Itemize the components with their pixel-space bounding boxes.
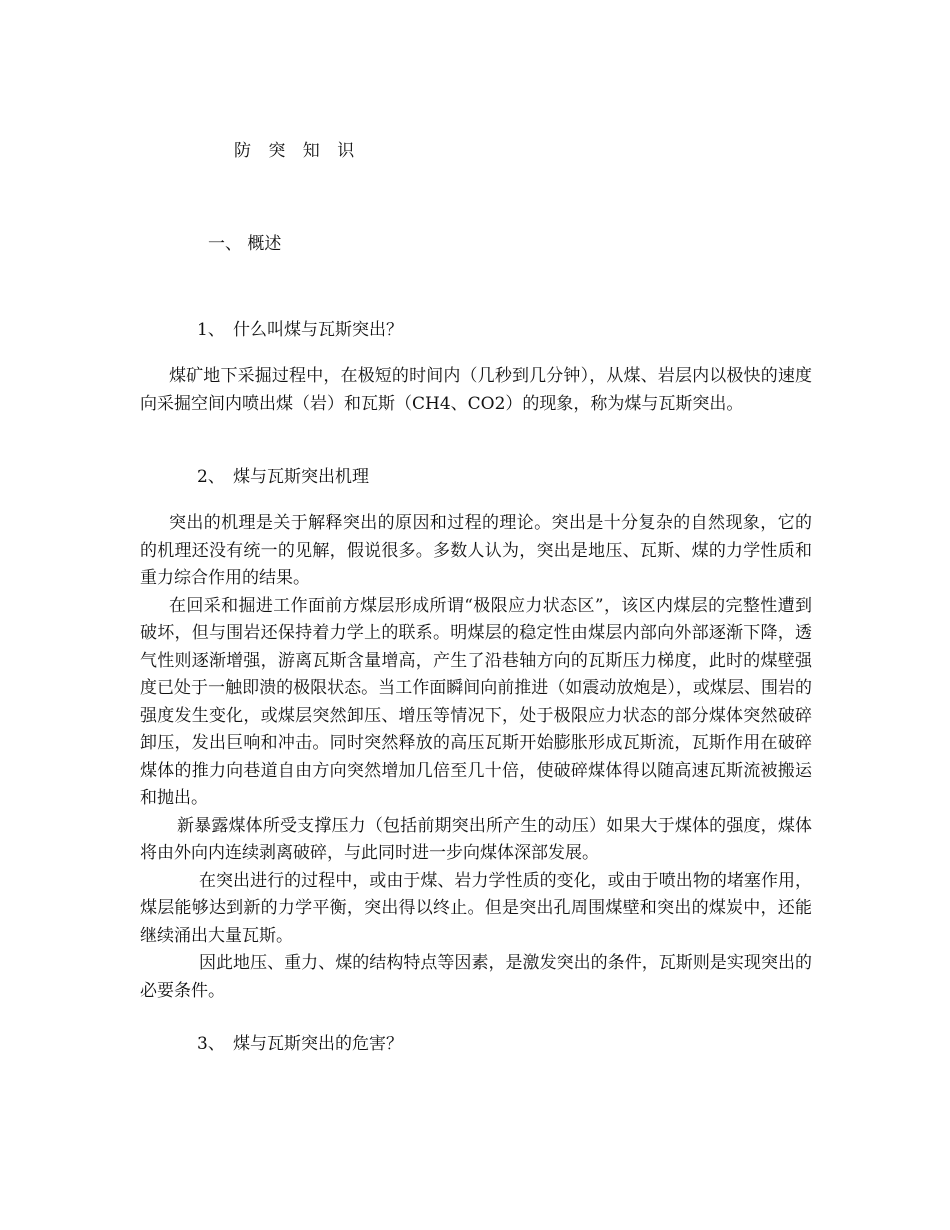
section-heading-overview: 一、 概述 xyxy=(208,234,282,254)
question-number: 1、 xyxy=(197,320,225,340)
paragraph-conclusion: 因此地压、重力、煤的结构特点等因素，是激发突出的条件，瓦斯则是实现突出的必要条件。 xyxy=(140,953,812,1001)
question-number: 3、 xyxy=(197,1034,225,1054)
question-text: 什么叫煤与瓦斯突出？ xyxy=(233,320,403,340)
question-text: 煤与瓦斯突出的危害？ xyxy=(233,1034,403,1054)
document-title: 防 突 知 识 xyxy=(234,141,361,161)
paragraph-termination: 在突出进行的过程中，或由于煤、岩力学性质的变化，或由于喷出物的堵塞作用，煤层能够达到新的力学平衡，突出得以终止。但是突出孔周围煤壁和突出的煤炭中，还能继续涌出大量瓦斯。 xyxy=(140,870,812,946)
paragraph-block-mechanism xyxy=(140,510,812,1005)
paragraph-exposed-coal: 新暴露煤体所受支撑压力（包括前期突出所产生的动压）如果大于煤体的强度，煤体将由外向内连续剥离破碎，与此同时进一步向煤体深部发展。 xyxy=(140,815,812,863)
question-heading-2 xyxy=(197,465,369,489)
paragraph-text: 煤矿地下采掘过程中，在极短的时间内（几秒到几分钟），从煤、岩层内以极快的速度向采掘空间内喷出煤（岩）和瓦斯（CH4、CO2）的现象，称为煤与瓦斯突出。 xyxy=(140,366,812,414)
question-text: 煤与瓦斯突出机理 xyxy=(233,467,369,487)
paragraph-definition xyxy=(140,363,812,418)
paragraph-mechanism-intro: 突出的机理是关于解释突出的原因和过程的理论。突出是十分复杂的自然现象，它的的机理还没有统一的见解，假说很多。多数人认为，突出是地压、瓦斯、煤的力学性质和重力综合作用的结果。 xyxy=(140,513,812,588)
question-heading-3 xyxy=(197,1032,403,1056)
paragraph-stress-zone: 在回采和掘进工作面前方煤层形成所谓“极限应力状态区”，该区内煤层的完整性遭到破坏，但与围岩还保持着力学上的联系。明煤层的稳定性由煤层内部向外部逐渐下降，透气性则逐渐增强，游离瓦斯含量增高，产生了沿巷轴方向的瓦斯压力梯度，此时的煤壁强度已处于一触即溃的极限状态。当工作面瞬间向前推进（如震动放炮是），或煤层、围岩的强度发生变化，或煤层突然卸压、增压等情况下，处于极限应力状态的部分煤体突然破碎卸压，发出巨响和冲击。同时突然释放的高压瓦斯开始膨胀形成瓦斯流，瓦斯作用在破碎煤体的推力向巷道自由方向突然增加几倍至几十倍，使破碎煤体得以随高速瓦斯流被搬运和抛出。 xyxy=(140,595,812,808)
question-number: 2、 xyxy=(197,467,225,487)
question-heading-1 xyxy=(197,318,403,342)
